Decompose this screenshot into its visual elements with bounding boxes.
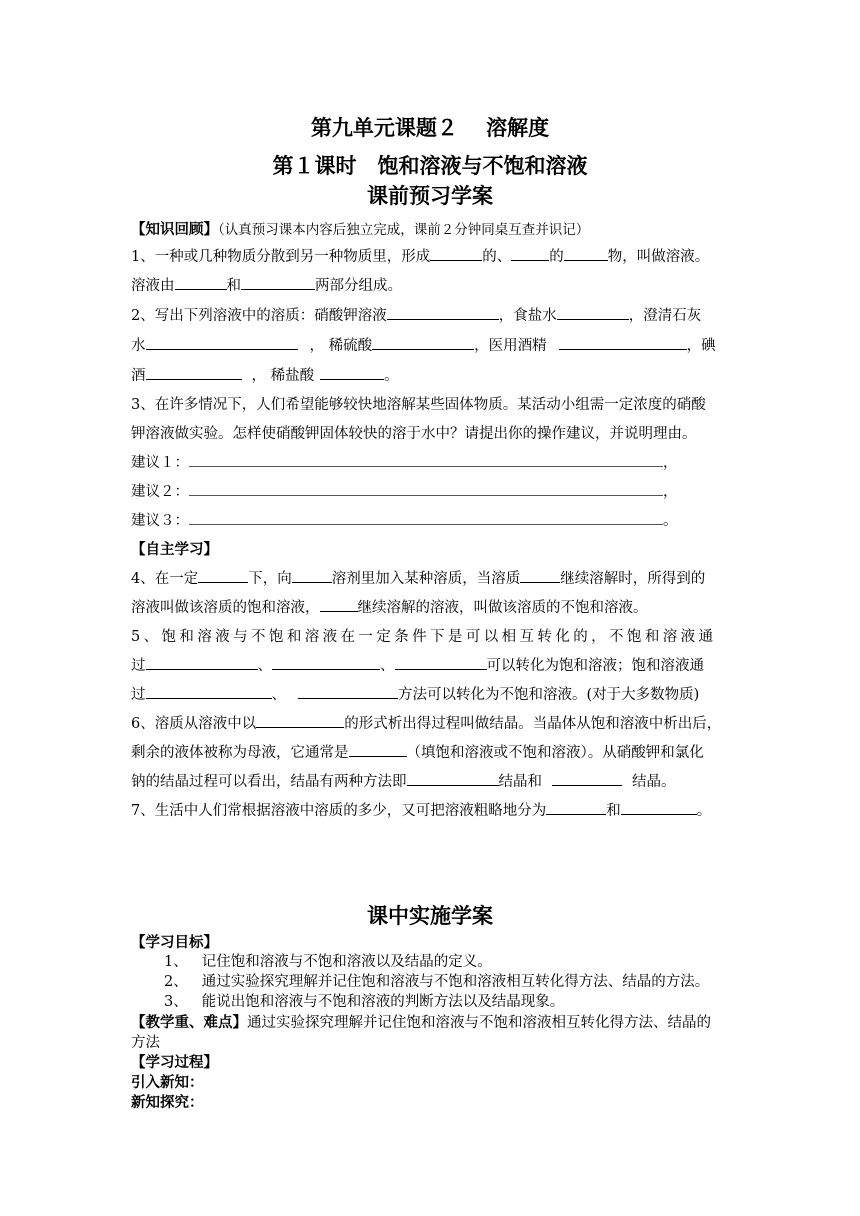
q5-line2: 过 、 、 可以转化为饱和溶液；饱和溶液通 <box>131 654 704 675</box>
q3-line1: 3、在许多情况下，人们希望能够较快地溶解某些固体物质。某活动小组需一定浓度的硝酸 <box>131 397 706 413</box>
blank[interactable] <box>241 275 315 290</box>
blank[interactable] <box>511 246 549 261</box>
q1-line1: 1、一种或几种物质分散到另一种物质里，形成 的、 的 物，叫做溶液。 <box>131 245 709 266</box>
key-heading: 【教学重、难点】 <box>131 1014 247 1031</box>
blank[interactable] <box>272 655 380 670</box>
q2-line2: 水 ， 稀硫酸 ，医用酒精 ，碘 <box>131 334 716 355</box>
suggestion-1: 建议１： ， <box>131 451 678 472</box>
blank[interactable] <box>557 305 629 320</box>
blank[interactable] <box>146 365 242 380</box>
q4-line2: 溶液叫做该溶质的饱和溶液， 继续溶解的溶液，叫做该溶质的不饱和溶液。 <box>131 596 648 617</box>
q6-line1: 6、溶质从溶液中以 的形式析出得过程叫做结晶。当晶体从饱和溶液中析出后， <box>131 712 721 733</box>
lesson-title: 第１课时 饱和溶液与不饱和溶液 <box>272 153 588 178</box>
blank[interactable] <box>320 365 384 380</box>
key-points-cont: 方法 <box>131 1035 160 1051</box>
suggestion-2-blank[interactable] <box>189 481 663 496</box>
q1-line2: 溶液由 和 两部分组成。 <box>131 274 402 295</box>
blank[interactable] <box>564 246 608 261</box>
blank[interactable] <box>559 335 687 350</box>
blank[interactable] <box>621 800 697 815</box>
review-note: （认真预习课本内容后独立完成，课前２分钟同桌互查并识记） <box>218 222 590 238</box>
q5-line1: 5、饱和溶液与不饱和溶液在一定条件下是可以相互转化的，不饱和溶液通 <box>131 629 717 645</box>
goal-2: 2、 通过实验探究理解并记住饱和溶液与不饱和溶液相互转化得方法、结晶的方法。 <box>164 974 710 990</box>
blank[interactable] <box>430 246 482 261</box>
q2-line3: 酒 ， 稀盐酸 。 <box>131 364 399 385</box>
key-points: 【教学重、难点】通过实验探究理解并记住饱和溶液与不饱和溶液相互转化得方法、结晶的 <box>131 1014 711 1031</box>
unit-title: 第九单元课题２ 溶解度 <box>310 115 550 140</box>
blank[interactable] <box>546 800 606 815</box>
preview-title: 课前预习学案 <box>367 183 493 208</box>
blank[interactable] <box>198 568 248 583</box>
q2-line1: 2、写出下列溶液中的溶质：硝酸钾溶液 ，食盐水 ，澄清石灰 <box>131 304 701 325</box>
goals-heading: 【学习目标】 <box>131 934 218 951</box>
blank[interactable] <box>320 597 358 612</box>
q4-line1: 4、在一定 下，向 溶剂里加入某种溶质，当溶质 继续溶解时，所得到的 <box>131 567 705 588</box>
suggestion-1-blank[interactable] <box>189 452 663 467</box>
explore-label: 新知探究： <box>131 1094 204 1111</box>
suggestion-2: 建议２： ， <box>131 480 678 501</box>
process-heading: 【学习过程】 <box>131 1054 218 1071</box>
q5-line3: 过 、 方法可以转化为不饱和溶液。(对于大多数物质) <box>131 683 699 704</box>
blank[interactable] <box>146 684 272 699</box>
intro-label: 引入新知： <box>131 1074 204 1091</box>
goal-1: 1、 记住饱和溶液与不饱和溶液以及结晶的定义。 <box>164 954 492 970</box>
blank[interactable] <box>146 655 258 670</box>
blank[interactable] <box>387 305 499 320</box>
blank[interactable] <box>407 771 499 786</box>
q3-line2: 钾溶液做实验。怎样使硝酸钾固体较快的溶于水中？请提出你的操作建议，并说明理由。 <box>131 426 697 442</box>
blank[interactable] <box>298 684 398 699</box>
suggestion-3-blank[interactable] <box>189 510 663 525</box>
blank[interactable] <box>146 335 298 350</box>
self-study-heading: 【自主学习】 <box>131 541 218 558</box>
blank[interactable] <box>520 568 560 583</box>
in-class-title: 课中实施学案 <box>367 903 493 928</box>
blank[interactable] <box>395 655 487 670</box>
review-heading: 【知识回顾】 <box>131 221 218 238</box>
blank[interactable] <box>175 275 227 290</box>
blank[interactable] <box>292 568 332 583</box>
blank[interactable] <box>372 335 474 350</box>
blank[interactable] <box>552 771 622 786</box>
q6-line2: 剩余的液体被称为母液，它通常是 （填饱和溶液或不饱和溶液）。从硝酸钾和氯化 <box>131 741 704 762</box>
q7-line: 7、生活中人们常根据溶液中溶质的多少，又可把溶液粗略地分为 和 。 <box>131 799 711 820</box>
review-line <box>131 218 589 239</box>
blank[interactable] <box>349 742 407 757</box>
blank[interactable] <box>256 713 344 728</box>
goal-3: 3、 能说出饱和溶液与不饱和溶液的判断方法以及结晶现象。 <box>164 994 565 1010</box>
q6-line3: 钠的结晶过程可以看出，结晶有两种方法即 结晶和 结晶。 <box>131 770 676 791</box>
suggestion-3: 建议３： 。 <box>131 509 678 530</box>
